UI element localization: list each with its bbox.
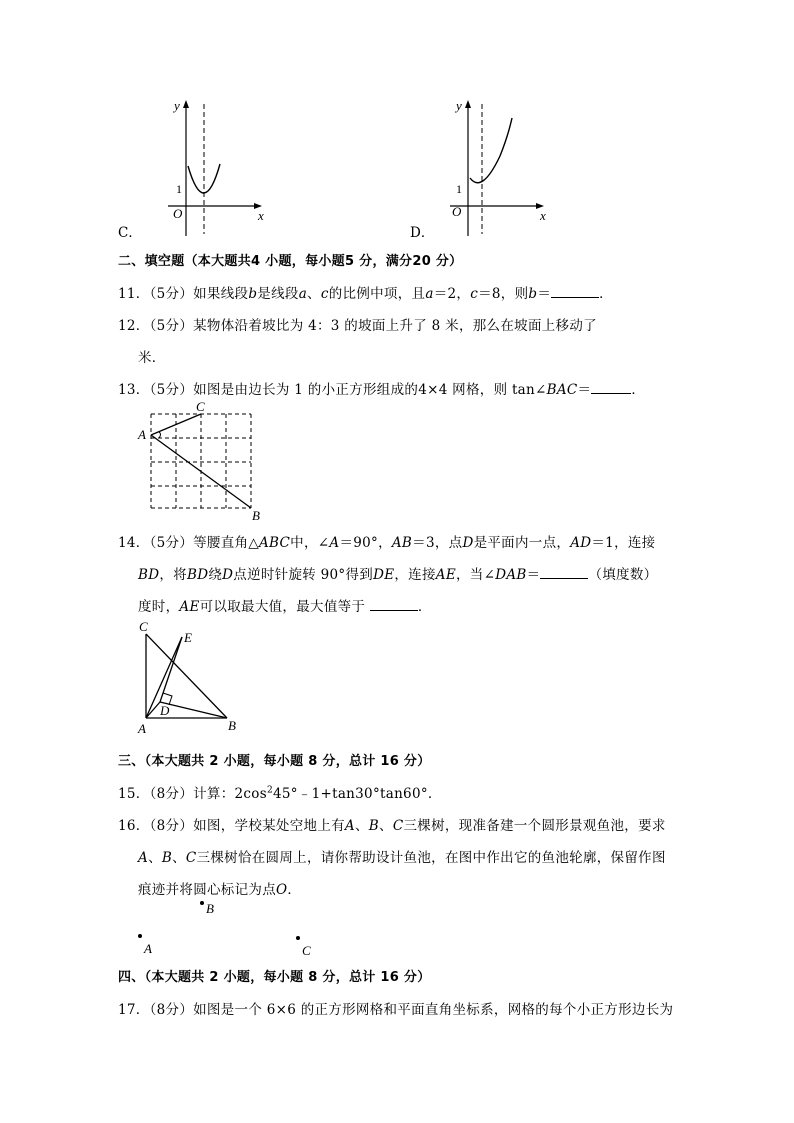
point-b-label: B [228,718,236,733]
point-a-label: A [138,427,146,442]
point-a-label: A [138,721,146,736]
tick-one-label: 1 [456,182,462,196]
figure-14-triangle [130,618,260,740]
x-label: x [258,208,264,223]
point-d-label: D [160,703,170,718]
answer-blank-max[interactable] [370,598,418,611]
point-c-label: C [196,399,205,414]
origin-label: O [452,204,462,219]
point-b-label: B [252,508,260,523]
question-14-line-3: 度时，AE可以取最大值，最大值等于 ． [138,599,432,615]
point-b-label: B [206,901,214,916]
question-14-line-1: 14．（5分）等腰直角△ABC中，∠A＝90°，AB＝3，点D是平面内一点，AD＝1，连接 [118,535,656,551]
option-d-label: D． [410,225,435,241]
point-e-label: E [184,630,192,645]
parabola [470,118,512,183]
point-c [296,936,300,940]
question-14-line-2: BD，将BD绕D点逆时针旋转 90°得到DE，连接AE，当∠DAB＝ （填度数） [138,567,658,583]
y-label: y [456,98,462,113]
y-label: y [174,98,180,113]
figure-13-grid [135,398,270,523]
point-b [200,901,204,905]
question-12-line-1: 12．（5分）某物体沿着坡比为 4：3 的坡面上升了 8 米，那么在坡面上移动了 [118,318,597,334]
answer-blank-angle[interactable] [540,566,588,579]
option-c-graph [158,96,278,236]
angle-arc [159,432,161,438]
point-a [138,934,142,938]
option-c-label: C． [118,225,142,241]
section-4-heading: 四、（本大题共 2 小题，每小题 8 分，总计 16 分） [118,970,431,985]
question-17-line-1: 17．（8分）如图是一个 6×6 的正方形网格和平面直角坐标系，网格的每个小正方形边长为 [118,1002,674,1018]
section-3-heading: 三、（本大题共 2 小题，每小题 8 分，总计 16 分） [118,754,431,769]
option-c [118,96,278,241]
question-16-line-2: A、B、C三棵树恰在圆周上，请你帮助设计鱼池，在图中作出它的鱼池轮廓，保留作图 [138,850,666,866]
figure-16-points [132,895,332,963]
origin-label: O [173,206,183,221]
question-15: 15．（8分）计算：$2\cos^245^\circ﹣1+\tan 30^\circ\tan 60^\circ$． [118,785,442,802]
point-a-label: A [144,941,152,956]
answer-blank[interactable] [551,285,599,298]
y-axis-arrow [183,100,189,108]
point-c-label: C [139,619,148,634]
section-2-heading: 二、填空题（本大题共4 小题，每小题5 分，满分20 分） [118,254,463,269]
question-11: 11．（5分）如果线段b是线段a、c的比例中项，且a＝2，c＝8，则b＝ ． [118,286,613,302]
answer-blank[interactable] [591,381,631,394]
x-label: x [540,208,546,223]
question-16-line-3: 痕迹并将圆心标记为点O． [138,882,302,898]
tick-one-label: 1 [176,182,182,196]
option-d [410,96,570,241]
question-13: 13．（5分）如图是由边长为 1 的小正方形组成的4×4 网格，则 tan∠BAC＝ ． [118,382,646,398]
y-axis-arrow [465,100,471,108]
option-d-graph [440,96,560,236]
question-12-line-2: 米． [138,350,166,366]
point-c-label: C [302,943,311,958]
question-16-line-1: 16．（8分）如图，学校某处空地上有A、B、C三棵树，现准备建一个圆形景观鱼池，要求 [118,818,666,834]
figure-14-lines [146,634,227,718]
